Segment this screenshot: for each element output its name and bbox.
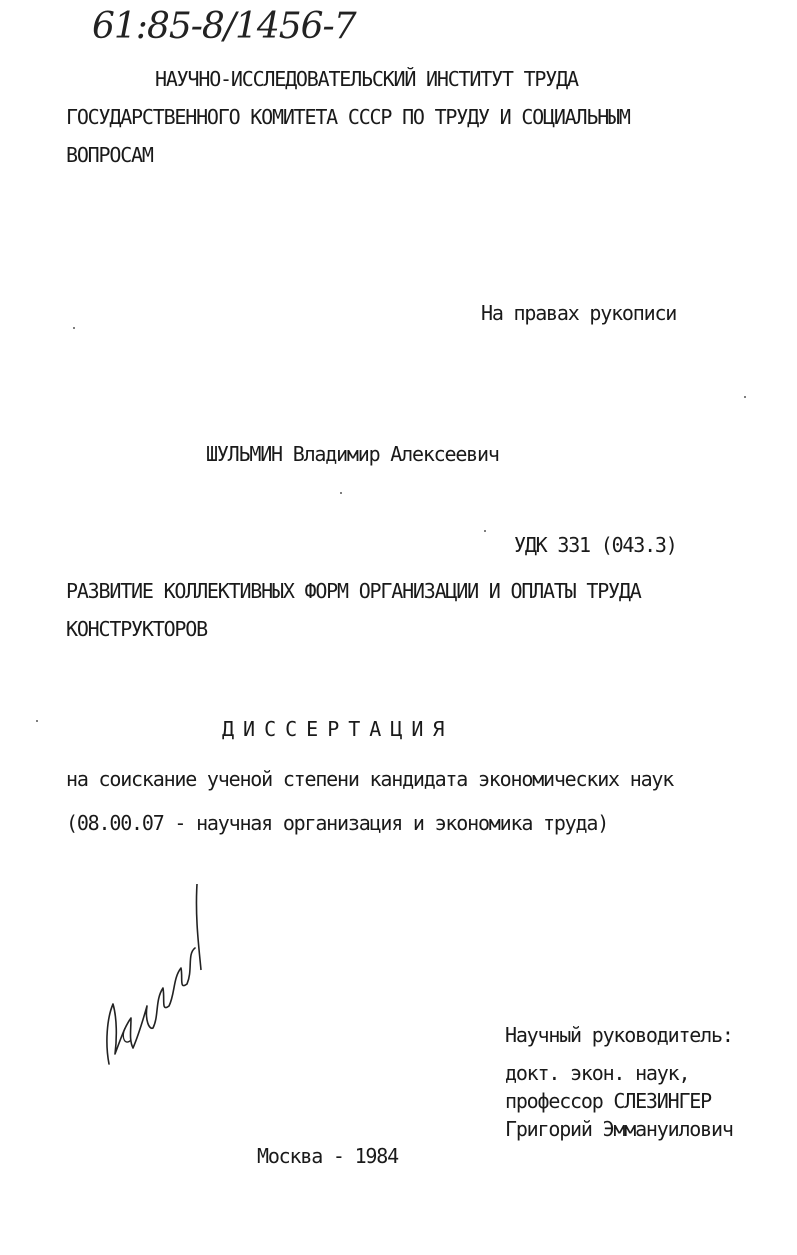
supervisor-label: Научный руководитель:: [505, 1023, 733, 1047]
place-and-year: Москва - 1984: [257, 1144, 398, 1168]
degree-line-2: (08.00.07 - научная организация и экономика труда): [66, 811, 609, 835]
scan-speck: [744, 396, 746, 398]
scan-speck: [484, 530, 486, 532]
manuscript-note: На правах рукописи: [481, 301, 677, 325]
institute-line-3: ВОПРОСАМ: [66, 143, 153, 167]
archive-code-handwritten: 61:85-8/1456-7: [92, 6, 356, 47]
author-name: ШУЛЬМИН Владимир Алексеевич: [206, 442, 499, 466]
institute-line-2: ГОСУДАРСТВЕННОГО КОМИТЕТА СССР ПО ТРУДУ И СОЦИАЛЬНЫМ: [66, 105, 630, 129]
degree-line-1: на соискание ученой степени кандидата экономических наук: [66, 767, 674, 791]
handwritten-signature: [95, 878, 220, 1073]
document-type: ДИССЕРТАЦИЯ: [222, 717, 454, 741]
scan-speck: [36, 720, 38, 722]
institute-line-1: НАУЧНО-ИССЛЕДОВАТЕЛЬСКИЙ ИНСТИТУТ ТРУДА: [155, 67, 578, 91]
supervisor-degree: докт. экон. наук,: [505, 1061, 690, 1085]
thesis-title-line-1: РАЗВИТИЕ КОЛЛЕКТИВНЫХ ФОРМ ОРГАНИЗАЦИИ И ОПЛАТЫ ТРУДА: [66, 579, 641, 603]
supervisor-title: профессор СЛЕЗИНГЕР: [505, 1089, 711, 1113]
scan-speck: [73, 327, 75, 329]
udc-code: УДК 331 (043.3): [514, 533, 677, 557]
supervisor-name: Григорий Эммануилович: [505, 1117, 733, 1141]
scan-speck: [340, 492, 342, 494]
thesis-title-line-2: КОНСТРУКТОРОВ: [66, 617, 207, 641]
